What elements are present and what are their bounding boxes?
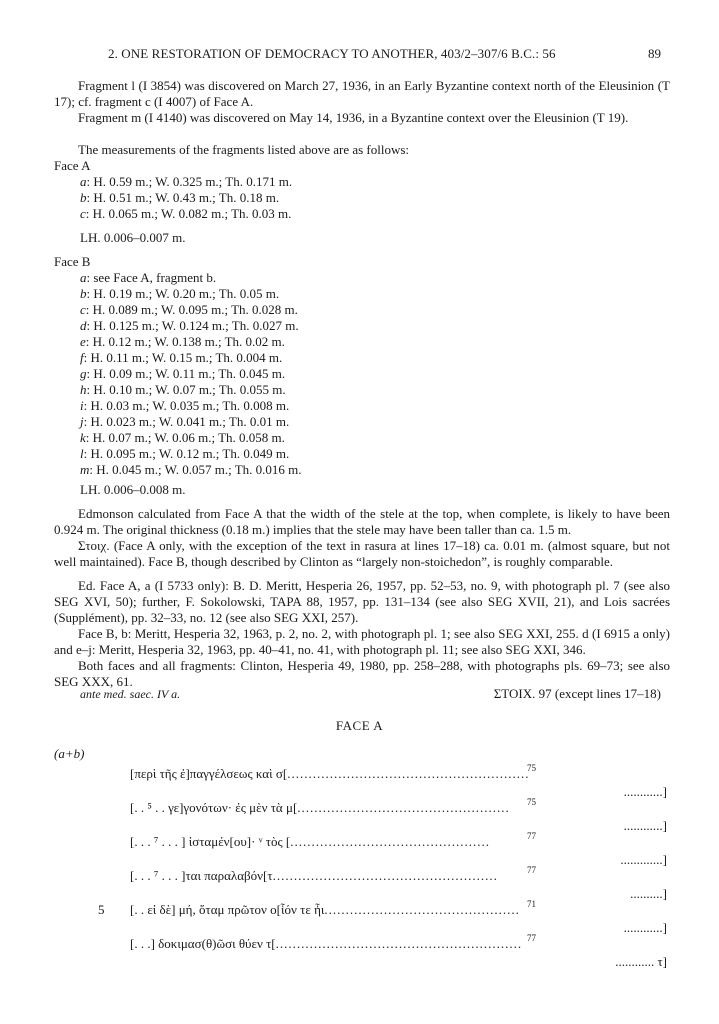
edition-face-b: Face B, b: Meritt, Hesperia 32, 1963, p. 2, no. 2, with photograph pl. 1; see also SEG XXI, 255. d (I 6915 a only) and e–j: Meritt, Hesperia 32, 1963, pp. 40–41, no. 41, with photograph pl. 11; see also SEG XXI, 346. — [54, 626, 670, 657]
measurement-row — [54, 302, 302, 318]
line-text: [. . εἰ δὲ] μή, ὅταμ πρῶτον ο[ἷόν τε ἦι.............................................. — [130, 902, 520, 917]
fragment-m-paragraph: Fragment m (I 4140) was discovered on May 14, 1936, in a Byzantine context over the Eleusinion (T 19). — [78, 110, 629, 125]
fragment-label: f — [80, 350, 84, 365]
measurement-text: : H. 0.51 m.; W. 0.43 m.; Th. 0.18 m. — [86, 190, 280, 205]
line-continuation: ............ τ] — [615, 954, 667, 969]
measurement-row — [54, 382, 302, 398]
fragment-combination-label: (a+b) — [54, 746, 85, 761]
measurement-row — [54, 366, 302, 382]
letter-count: 77 — [527, 831, 536, 841]
line-text: [. . ⁵ . . γε]γονότων· ἐς μὲν τὰ μ[.................................................. — [130, 800, 510, 815]
fragment-label: m — [80, 462, 90, 477]
page-number: 89 — [648, 46, 661, 61]
measurement-row — [54, 206, 292, 222]
fragment-label: b — [80, 190, 87, 205]
measurement-text: : see Face A, fragment b. — [86, 270, 217, 285]
line-text: [. . .] δοκιμασ(θ)ῶσι θύεν τ[.......................................................... — [130, 936, 523, 951]
face-a-heading: Face A — [54, 158, 91, 173]
measurement-text: : H. 0.095 m.; W. 0.12 m.; Th. 0.049 m. — [83, 446, 290, 461]
text-line — [130, 899, 667, 918]
fragment-label: b — [80, 286, 87, 301]
measurement-row — [54, 270, 302, 286]
measurement-text: : H. 0.089 m.; W. 0.095 m.; Th. 0.028 m. — [85, 302, 298, 317]
fragment-label: e — [80, 334, 86, 349]
line-text: [. . . ⁷ . . . ]ται παραλαβόν[τ..................................................... — [130, 868, 498, 883]
text-line — [130, 831, 667, 850]
text-line — [130, 865, 667, 884]
measurement-row — [54, 174, 292, 190]
fragment-label: l — [80, 446, 84, 461]
letter-count: 71 — [527, 899, 536, 909]
measurement-text: : H. 0.19 m.; W. 0.20 m.; Th. 0.05 m. — [86, 286, 280, 301]
face-b-measurements — [54, 254, 302, 478]
measurement-text: : H. 0.065 m.; W. 0.082 m.; Th. 0.03 m. — [85, 206, 292, 221]
measurement-text: : H. 0.03 m.; W. 0.035 m.; Th. 0.008 m. — [83, 398, 290, 413]
line-text: [περὶ τῆς ἐ]παγγέλσεως καὶ σ[......................................................... — [130, 766, 530, 781]
fragment-label: a — [80, 174, 87, 189]
fragment-label: c — [80, 302, 86, 317]
measurement-row — [54, 286, 302, 302]
line-text: [. . . ⁷ . . . ] ἱσταμέν[ου]· ᵛ τὸς [............................................... — [130, 834, 490, 849]
measurement-row — [54, 414, 302, 430]
fragment-label: h — [80, 382, 87, 397]
fragment-label: g — [80, 366, 87, 381]
measurement-text: : H. 0.07 m.; W. 0.06 m.; Th. 0.058 m. — [85, 430, 285, 445]
fragment-label: d — [80, 318, 87, 333]
measurement-row — [54, 462, 302, 478]
text-line — [130, 763, 667, 782]
line-continuation: ............] — [623, 784, 667, 799]
measurement-row — [54, 398, 302, 414]
letter-count: 77 — [527, 865, 536, 875]
fragment-label: i — [80, 398, 84, 413]
measurement-text: : H. 0.09 m.; W. 0.11 m.; Th. 0.045 m. — [86, 366, 286, 381]
measurement-row — [54, 334, 302, 350]
face-b-letter-height: LH. 0.006–0.008 m. — [80, 482, 186, 497]
letter-count: 75 — [527, 797, 536, 807]
face-b-heading: Face B — [54, 254, 91, 269]
face-a-measurements — [54, 158, 292, 222]
measurement-row — [54, 430, 302, 446]
measurement-row — [54, 190, 292, 206]
fragment-label: a — [80, 270, 87, 285]
letter-count: 75 — [527, 763, 536, 773]
text-line — [130, 933, 667, 952]
measurement-row — [54, 318, 302, 334]
measurement-text: : H. 0.59 m.; W. 0.325 m.; Th. 0.171 m. — [86, 174, 293, 189]
measurement-row — [54, 446, 302, 462]
line-continuation: ............] — [623, 818, 667, 833]
line-continuation: ..........] — [630, 886, 667, 901]
running-head: 2. ONE RESTORATION OF DEMOCRACY TO ANOTHER, 403/2–307/6 B.C.: 56 — [108, 46, 556, 61]
measurement-text: : H. 0.023 m.; W. 0.041 m.; Th. 0.01 m. — [83, 414, 290, 429]
date-line: ante med. saec. IV a. — [80, 687, 181, 701]
face-a-letter-height: LH. 0.006–0.007 m. — [80, 230, 186, 245]
edmonson-paragraph: Edmonson calculated from Face A that the width of the stele at the top, when complete, is likely to have been 0.924 m. The original thickness (0.18 m.) implies that the stele may have been taller than ca. 1.5 m. — [54, 506, 670, 537]
stoichedon-paragraph: Στοιχ. (Face A only, with the exception of the text in rasura at lines 17–18) ca. 0.01 m. (almost square, but not well maintained). Face B, though described by Clinton as “largely non-stoichedon”, is roughly comparable. — [54, 538, 670, 569]
measurement-text: : H. 0.125 m.; W. 0.124 m.; Th. 0.027 m. — [86, 318, 299, 333]
fragment-label: k — [80, 430, 86, 445]
edition-both-faces: Both faces and all fragments: Clinton, Hesperia 49, 1980, pp. 258–288, with photographs pls. 69–73; see also SEG XXX, 61. — [54, 658, 670, 689]
measurements-intro: The measurements of the fragments listed above are as follows: — [78, 142, 410, 157]
line-continuation: .............] — [620, 852, 667, 867]
line-number: 5 — [98, 902, 105, 917]
line-continuation: ............] — [623, 920, 667, 935]
measurement-row — [54, 350, 302, 366]
edition-face-a: Ed. Face A, a (I 5733 only): B. D. Meritt, Hesperia 26, 1957, pp. 52–53, no. 9, with photograph pl. 7 (see also SEG XVI, 50); further, F. Sokolowski, TAPA 88, 1957, pp. 131–134 (see also SEG XVII, 21), and Lois sacrées (Supplément), pp. 32–33, no. 12 (see also SEG XXI, 257). — [54, 578, 670, 625]
letter-count: 77 — [527, 933, 536, 943]
fragment-label: j — [80, 414, 84, 429]
measurement-text: : H. 0.10 m.; W. 0.07 m.; Th. 0.055 m. — [86, 382, 286, 397]
measurement-text: : H. 0.045 m.; W. 0.057 m.; Th. 0.016 m. — [89, 462, 302, 477]
measurement-text: : H. 0.12 m.; W. 0.138 m.; Th. 0.02 m. — [85, 334, 285, 349]
text-line — [130, 797, 667, 816]
stoichedon-count: ΣΤΟΙΧ. 97 (except lines 17–18) — [493, 686, 661, 701]
face-title: FACE A — [335, 718, 384, 733]
measurement-text: : H. 0.11 m.; W. 0.15 m.; Th. 0.004 m. — [83, 350, 283, 365]
fragment-l-paragraph: Fragment l (I 3854) was discovered on March 27, 1936, in an Early Byzantine context north of the Eleusinion (T 17); cf. fragment c (I 4007) of Face A. — [54, 78, 670, 109]
fragment-label: c — [80, 206, 86, 221]
